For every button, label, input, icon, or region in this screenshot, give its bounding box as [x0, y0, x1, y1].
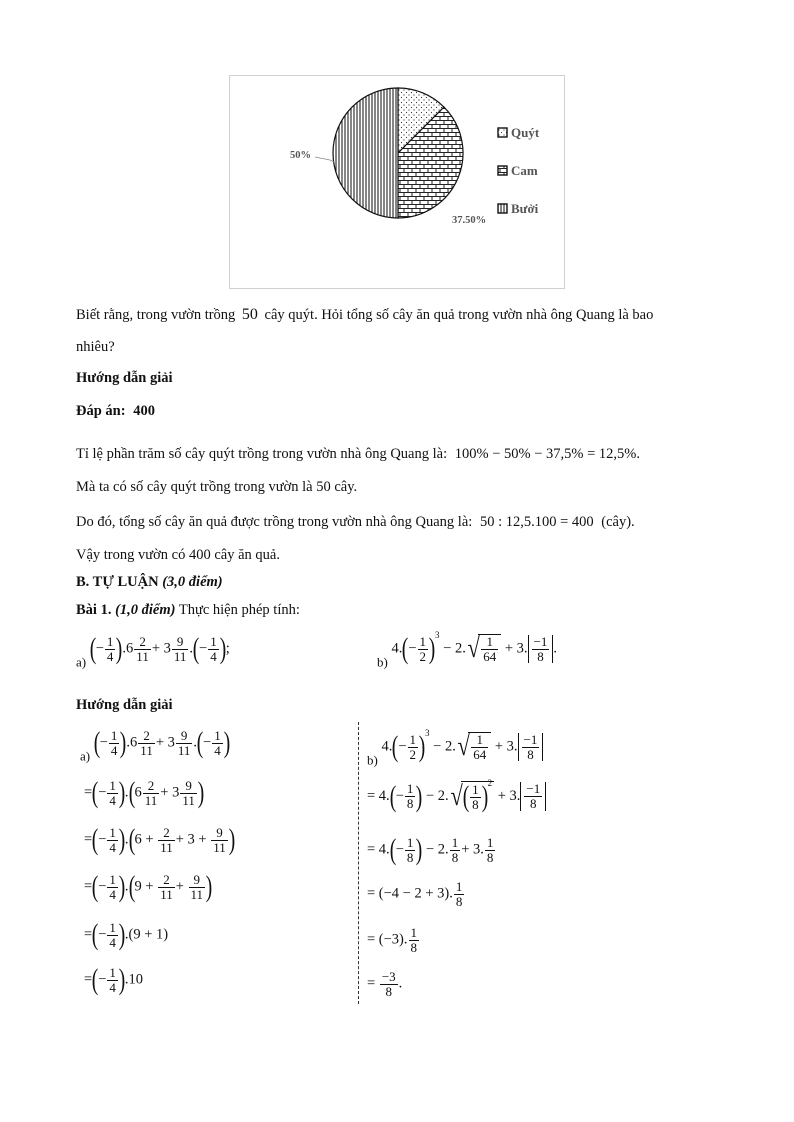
bai-1-line: [76, 602, 300, 619]
solution-line-3-text: Do đó, tổng số cây ăn quả được trồng trong vườn nhà ông Quang là:: [76, 514, 473, 530]
bai-1-text: Thực hiện phép tính:: [178, 602, 300, 618]
solution-line-2: Mà ta có số cây quýt trồng trong vườn là 50 cây.: [76, 479, 358, 495]
pie-chart-frame: [229, 75, 565, 289]
legend-label-2: Cam: [511, 163, 538, 178]
pie-data-label-3: 50%: [290, 150, 311, 161]
problem-number: 50: [241, 306, 258, 323]
solution-heading-2: Hướng dẫn giải: [76, 697, 173, 713]
legend-swatch-3: [498, 204, 507, 213]
pie-leader-line: [315, 157, 334, 162]
percent-equation: 100% − 50% − 37,5% = 12,5%: [454, 446, 637, 462]
pie-slice-3: [333, 88, 398, 218]
solution-heading-1: Hướng dẫn giải: [76, 370, 173, 386]
pie-chart: [230, 76, 564, 288]
exercise-b: b) 4.(− $\frac{1}{2}$ )$^3$ − 2.√ $\frac{1}{64}$ + 3. $\frac{-1}{8}$ .: [377, 630, 557, 670]
legend-label-1: Quýt: [511, 125, 540, 140]
exercise-a: a) (− $\frac{1}{4}$ ).6 $\frac{2}{11}$ + 3 $\frac{9}{11}$ .(− $\frac{1}{4}$ );: [76, 632, 230, 670]
answer-label: Đáp án:: [76, 403, 126, 419]
solution-a-step-5: =(− $\frac{1}{4}$ ).10: [84, 963, 143, 996]
solution-line-1: Tỉ lệ phần trăm số cây quýt trồng trong vườn nhà ông Quang là: 100% − 50% − 37,5% = 12,5%.: [76, 446, 640, 462]
solution-a-step-0: a) (− $\frac{1}{4}$ ).6 $\frac{2}{11}$ + 3 $\frac{9}{11}$ .(− $\frac{1}{4}$ ): [80, 726, 230, 764]
section-b-title: [76, 574, 223, 591]
bai-1-points: (1,0 điểm): [115, 602, 176, 618]
legend-swatch-2: [498, 166, 507, 175]
solution-b-step-4: = (−3). $\frac{1}{8}$: [367, 925, 418, 955]
unit-label: (cây).: [601, 514, 635, 530]
answer-line: [76, 403, 155, 420]
solution-line-3: [76, 514, 635, 531]
problem-text-post: cây quýt. Hỏi tổng số cây ăn quả trong vườn nhà ông Quang là bao: [264, 307, 654, 323]
legend-swatch-1: [498, 128, 507, 137]
problem-line-2: nhiêu?: [76, 339, 115, 355]
solution-a-step-3: =(− $\frac{1}{4}$ ).(9 + $\frac{2}{11}$ + $\frac{9}{11}$ ): [84, 870, 213, 903]
legend-label-3: Bưởi: [511, 201, 539, 216]
section-b-points: (3,0 điểm): [162, 574, 223, 590]
solution-b-step-0: b) 4.(− $\frac{1}{2}$ )$^3$ − 2.√ $\frac{1}{64}$ + 3. $\frac{-1}{8}$: [367, 732, 543, 768]
solution-b-step-1: = 4.(− $\frac{1}{8}$ ) − 2.√( $\frac{1}{8}$ )$^2$ + 3. $\frac{-1}{8}$: [367, 781, 546, 812]
section-b-label: B. TỰ LUẬN: [76, 574, 159, 590]
problem-line-1: [76, 306, 653, 324]
solution-b-step-2: = 4.(− $\frac{1}{8}$ ) − 2. $\frac{1}{8}$ + 3. $\frac{1}{8}$: [367, 833, 494, 866]
total-equation: 50 : 12,5.100 = 400: [479, 514, 594, 530]
solution-line-1-text: Tỉ lệ phần trăm số cây quýt trồng trong vườn nhà ông Quang là:: [76, 446, 448, 462]
solution-b-step-5: = $\frac{-3}{8}$ .: [367, 969, 403, 999]
solution-a-label: a): [80, 748, 91, 764]
problem-text-pre: Biết rằng, trong vườn trồng: [76, 307, 236, 323]
exercise-b-label: b): [377, 654, 388, 670]
solution-a-step-1: =(− $\frac{1}{4}$ ).(6 $\frac{2}{11}$ + 3 $\frac{9}{11}$ ): [84, 776, 205, 809]
bai-1-label: Bài 1.: [76, 602, 112, 618]
solution-b-step-3: = (−4 − 2 + 3). $\frac{1}{8}$: [367, 879, 463, 909]
answer-value: 400: [133, 403, 155, 419]
solution-line-4: Vậy trong vườn có 400 cây ăn quả.: [76, 547, 280, 563]
solution-a-step-2: =(− $\frac{1}{4}$ ).(6 + $\frac{2}{11}$ + 3 + $\frac{9}{11}$ ): [84, 823, 235, 856]
solution-a-step-4: =(− $\frac{1}{4}$ ).(9 + 1): [84, 918, 169, 951]
pie-data-label-2: 37.50%: [452, 215, 487, 226]
exercise-a-label: a): [76, 654, 87, 670]
column-divider: [358, 722, 359, 1004]
solution-b-label: b): [367, 752, 378, 768]
